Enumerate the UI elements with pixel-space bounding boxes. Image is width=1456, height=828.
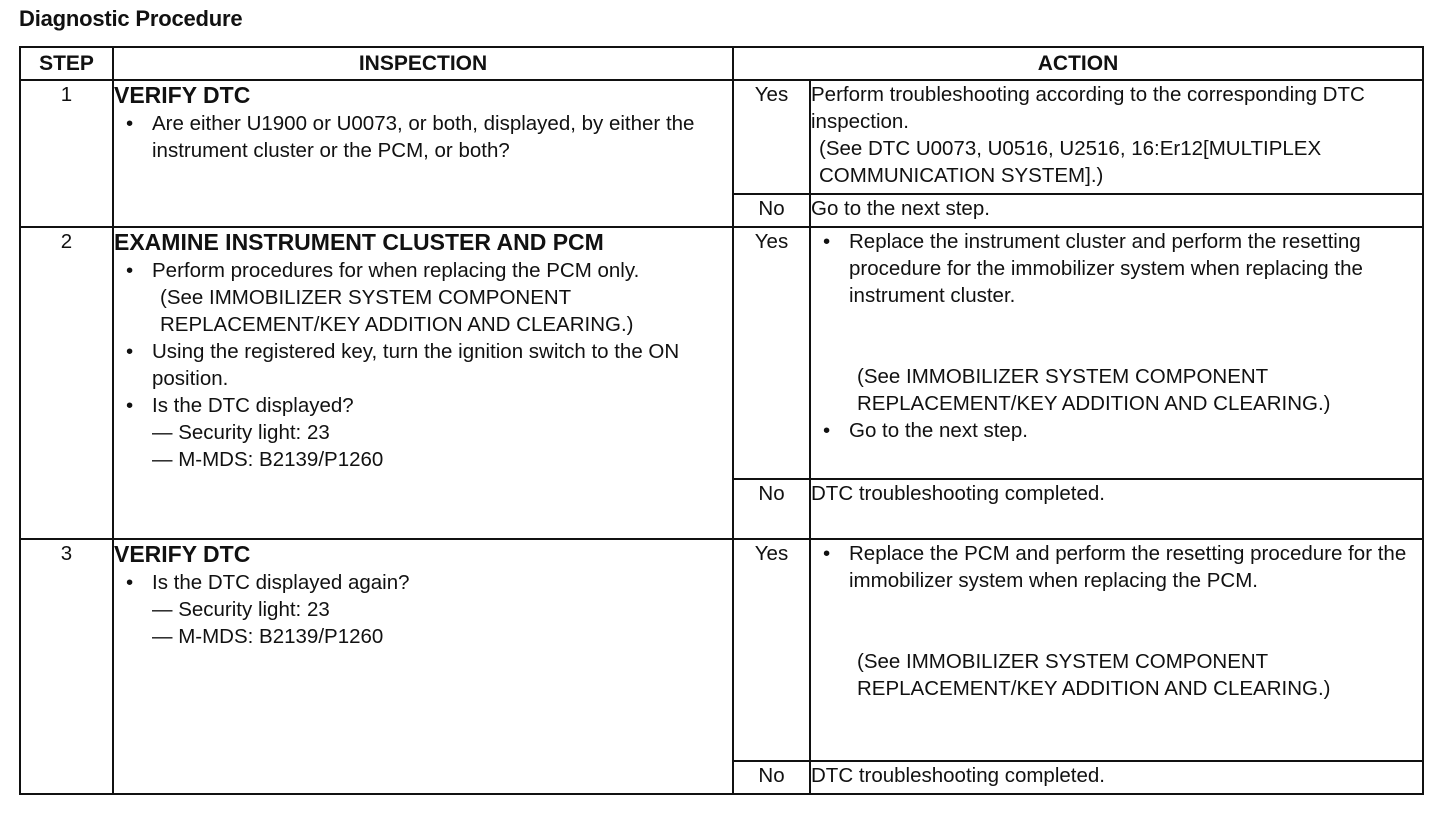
table-header-row	[20, 47, 1423, 80]
bullet-text: • Is the DTC displayed?	[152, 394, 354, 417]
list-item	[114, 257, 732, 338]
bullet-text: • Replace the PCM and perform the resetting procedure for the immobilizer system when replacing the PCM.	[849, 542, 1407, 592]
bullet-text: Are either U1900 or U0073, or both, displayed, by either the instrument cluster or the PCM, or both?	[152, 112, 695, 162]
inspection-list	[114, 257, 732, 473]
no-label: No	[733, 194, 810, 227]
reference-text: (See IMMOBILIZER SYSTEM COMPONENT REPLACEMENT/KEY ADDITION AND CLEARING.)	[857, 650, 1331, 700]
sub-item: — M-MDS: B2139/P1260	[152, 448, 384, 471]
inspection-list	[114, 569, 732, 650]
action-cell	[810, 539, 1423, 761]
action-cell: DTC troubleshooting completed.	[810, 761, 1423, 794]
step-number: 2	[20, 227, 113, 539]
inspection-heading: VERIFY DTC	[114, 541, 251, 567]
reference-text: (See DTC U0073, U0516, U2516, 16:Er12[MULTIPLEX COMMUNICATION SYSTEM].)	[819, 137, 1322, 187]
list-item	[811, 228, 1422, 417]
action-list	[811, 540, 1422, 702]
sub-item: — Security light: 23	[152, 598, 330, 621]
no-label: No	[733, 479, 810, 539]
inspection-heading: VERIFY DTC	[114, 82, 251, 108]
list-item	[114, 110, 732, 164]
bullet-text: • Replace the instrument cluster and perform the resetting procedure for the immobilizer system when replacing the instrument cluster.	[849, 230, 1363, 307]
step-number: 1	[20, 80, 113, 227]
bullet-text: • Perform procedures for when replacing the PCM only.	[152, 259, 640, 282]
action-cell: DTC troubleshooting completed.	[810, 479, 1423, 539]
inspection-heading: EXAMINE INSTRUMENT CLUSTER AND PCM	[114, 229, 604, 255]
bullet-text: • Is the DTC displayed again?	[152, 571, 410, 594]
header-inspection: INSPECTION	[113, 47, 733, 80]
reference-text: (See IMMOBILIZER SYSTEM COMPONENT REPLACEMENT/KEY ADDITION AND CLEARING.)	[160, 286, 634, 336]
inspection-list	[114, 110, 732, 164]
table-row	[20, 80, 1423, 194]
action-cell	[810, 227, 1423, 479]
inspection-cell	[113, 227, 733, 539]
inspection-cell	[113, 80, 733, 227]
inspection-cell	[113, 539, 733, 794]
header-action: ACTION	[733, 47, 1423, 80]
no-label: No	[733, 761, 810, 794]
yes-label: Yes	[733, 539, 810, 761]
list-item	[811, 417, 1422, 444]
action-text: Perform troubleshooting according to the corresponding DTC inspection.	[811, 83, 1365, 133]
yes-label: Yes	[733, 227, 810, 479]
sub-item: — Security light: 23	[152, 421, 330, 444]
action-cell: Go to the next step.	[810, 194, 1423, 227]
list-item	[114, 392, 732, 473]
reference-text: (See IMMOBILIZER SYSTEM COMPONENT REPLACEMENT/KEY ADDITION AND CLEARING.)	[857, 365, 1331, 415]
yes-label: Yes	[733, 80, 810, 194]
list-item	[114, 338, 732, 392]
action-cell	[810, 80, 1423, 194]
list-item	[114, 569, 732, 650]
action-list	[811, 228, 1422, 444]
diagnostic-procedure-table	[19, 46, 1424, 795]
list-item	[811, 540, 1422, 702]
table-row	[20, 227, 1423, 479]
table-row	[20, 539, 1423, 761]
sub-item: — M-MDS: B2139/P1260	[152, 625, 384, 648]
bullet-text: Using the registered key, turn the ignition switch to the ON position.	[152, 340, 680, 390]
step-number: 3	[20, 539, 113, 794]
page-title: Diagnostic Procedure	[19, 6, 243, 31]
header-step: STEP	[20, 47, 113, 80]
bullet-text: Go to the next step.	[849, 419, 1028, 442]
